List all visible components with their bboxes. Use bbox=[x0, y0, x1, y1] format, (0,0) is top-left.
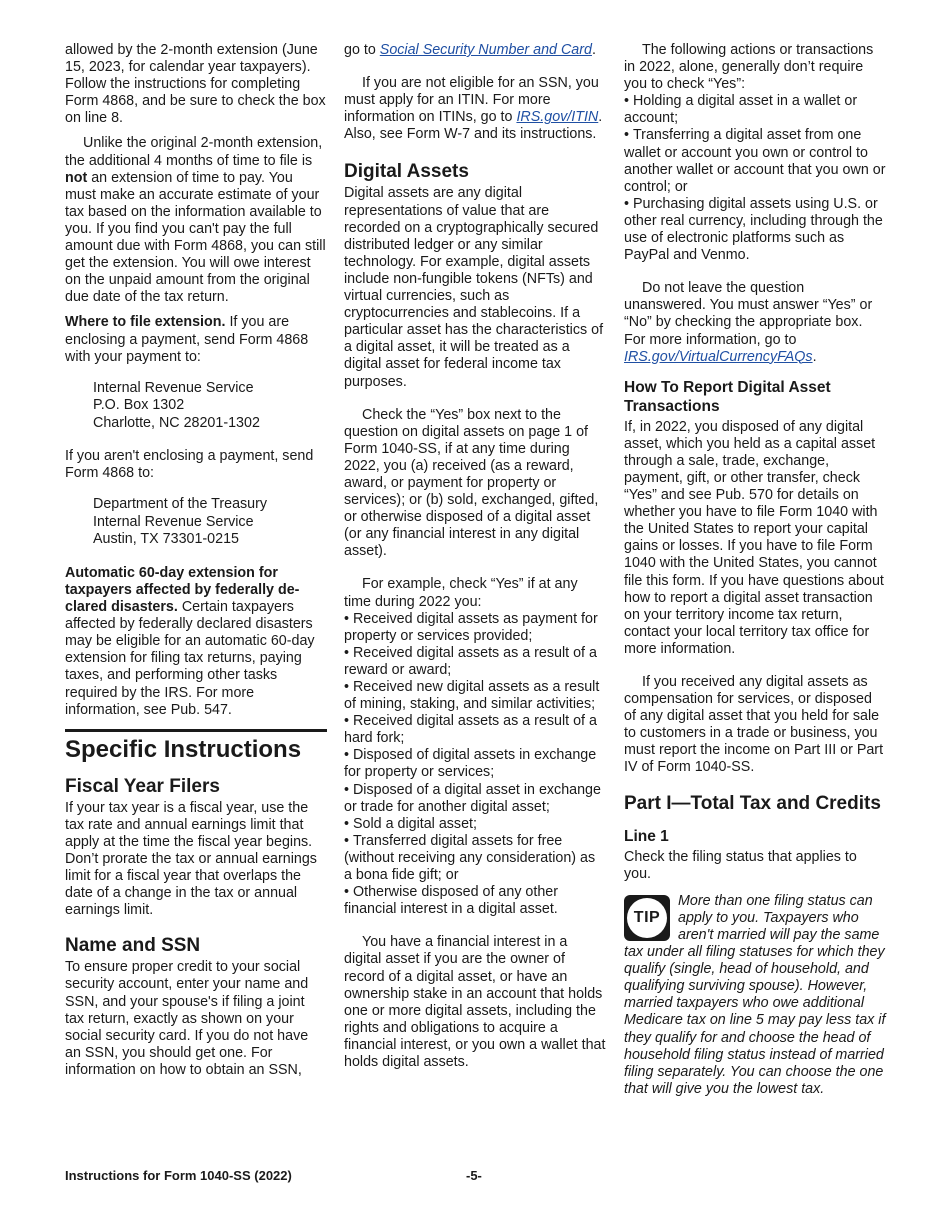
link-virtual-currency-faqs[interactable]: IRS.gov/VirtualCurrencyFAQs bbox=[624, 348, 813, 365]
paragraph-disaster-extension: Automatic 60-day extension for taxpayers affected by federally declared disasters. Certain taxpayers affected by federally declared disasters may be eligible for an automatic 60-day extension for filing tax returns, paying taxes, and performing other tasks required by the IRS. For more information, see Pub. 547. bbox=[65, 564, 315, 718]
list-item: • Received new digital assets as a result of mining, staking, and similar activities; bbox=[344, 679, 606, 713]
list-item: • Disposed of a digital asset in exchange or trade for another digital asset; bbox=[344, 782, 606, 816]
list-item: • Received digital assets as a result of a reward or award; bbox=[344, 645, 606, 679]
paragraph-do-not-leave: Do not leave the question unanswered. You must answer “Yes” or “No” by checking the appropriate box. For more information, go to IRS.gov/VirtualCurrencyFAQs. bbox=[624, 280, 873, 365]
list-item: • Otherwise disposed of any other financial interest in a digital asset. bbox=[344, 884, 606, 918]
paragraph-compensation: If you received any digital assets as compensation for services, or disposed of any digital asset that you held for sale to customers in a trade or business, you must report the income on Part III or Part IV of Form 1040-SS. bbox=[624, 674, 884, 776]
list-item: • Holding a digital asset in a wallet or account; bbox=[624, 93, 886, 127]
run-in-heading: Where to file extension. bbox=[65, 314, 226, 331]
bullet-list-yes-examples bbox=[344, 611, 606, 919]
list-item: • Received digital assets as payment for property or services provided; bbox=[344, 611, 606, 645]
paragraph-digital-definition: Digital assets are any digital representations of value that are recorded on a cryptographically secured distributed ledger or any similar technology. For example, digital assets include non-fungible tokens (NFTs) and virtual currencies, such as cryptocurrencies and stablecoins. If a particular asset has the characteristics of a digital asset, it will be treated as a digital asset for federal income tax purposes. bbox=[344, 185, 604, 390]
paragraph-fiscal-year: If your tax year is a fiscal year, use the tax rate and annual earnings limit that apply at the time the fiscal year begins. Don’t prorate the tax or annual earnings limit for a fiscal year that overlaps the date of a change in the tax or annual earnings limit. bbox=[65, 799, 317, 919]
heading-digital-assets: Digital Assets bbox=[344, 161, 469, 183]
run-in-heading: Automatic 60-day extension for taxpayers affected by federally declared disasters. bbox=[65, 564, 300, 616]
list-item: • Received digital assets as a result of a hard fork; bbox=[344, 713, 606, 747]
list-item: • Purchasing digital assets using U.S. or other real currency, including through the use of electronic platforms such as PayPal and Venmo. bbox=[624, 196, 886, 264]
paragraph-financial-interest: You have a financial interest in a digital asset if you are the owner of record of a digital asset, or have an ownership stake in an account that holds one or more digital assets, including the rights and obligations to acquire a financial interest, or you own a wallet that holds digital assets. bbox=[344, 934, 606, 1070]
paragraph-extension-time: Unlike the original 2-month extension, the additional 4 months of time to file is not an extension of time to pay. You must make an accurate estimate of your tax based on the information available to you. If you find you can't pay the full amount due with Form 4868, you can still get the extension. You will owe interest on the unpaid amount from the original due date of the tax return. bbox=[65, 135, 326, 306]
link-irs-itin[interactable]: IRS.gov/ITIN bbox=[516, 109, 599, 126]
paragraph-ssn-link: go to Social Security Number and Card. bbox=[344, 42, 596, 58]
paragraph-digital-example: For example, check “Yes” if at any time during 2022 you: bbox=[344, 576, 578, 610]
tip-icon: TIP bbox=[624, 895, 670, 941]
paragraph-where-to-file: Where to file extension. If you are enclosing a payment, send Form 4868 with your payment to: bbox=[65, 314, 309, 365]
paragraph-how-to-report: If, in 2022, you disposed of any digital asset, which you held as a capital asset through a sale, trade, exchange, payment, gift, or other transfer, check “Yes” and see Pub. 570 for details on whether you have to file Form 1040 with the United States to report your capital gains or losses. If you have to file Form 1040 with the United States, you cannot file this form. If you have questions about how to report a digital asset transaction on your territory income tax return, contact your local territory tax office for more information. bbox=[624, 418, 884, 657]
paragraph-extension-continued: allowed by the 2-month extension (June 15, 2023, for calendar year taxpayers). Follow the instructions for completing Form 4868, and be sure to check the box on line 8. bbox=[65, 42, 326, 127]
list-item: • Transferred digital assets for free (without receiving any consideration) as a bona fide gift; or bbox=[344, 833, 606, 884]
column-middle bbox=[344, 42, 606, 1071]
column-right bbox=[624, 42, 886, 1098]
page-number: -5- bbox=[466, 1168, 482, 1183]
paragraph-line-1: Check the filing status that applies to you. bbox=[624, 848, 857, 882]
paragraph-name-ssn: To ensure proper credit to your social security account, enter your name and SSN, and your spouse's if filing a joint tax return, exactly as shown on your social security card. If you do not have an SSN, you should get one. For information on how to obtain an SSN, bbox=[65, 959, 309, 1078]
heading-part-i: Part I—Total Tax and Credits bbox=[624, 792, 881, 814]
bullet-list-no-examples bbox=[624, 93, 886, 264]
address-block-payment: Internal Revenue Service P.O. Box 1302 Charlotte, NC 28201-1302 bbox=[93, 379, 260, 431]
column-left bbox=[65, 42, 327, 1079]
heading-specific-instructions: Specific Instructions bbox=[65, 729, 327, 764]
heading-name-and-ssn: Name and SSN bbox=[65, 935, 201, 957]
heading-how-to-report: How To Report Digital Asset Transactions bbox=[624, 378, 831, 415]
heading-line-1: Line 1 bbox=[624, 827, 669, 845]
paragraph-no-yes-actions: The following actions or transactions in 2022, alone, generally don’t require you to check “Yes”: bbox=[624, 42, 874, 93]
paragraph-digital-yes-box: Check the “Yes” box next to the question on digital assets on page 1 of Form 1040-SS, if at any time during 2022, you (a) received (as a reward, award, or payment for property or services); or (b) sold, exchanged, gifted, or otherwise disposed of a digital asset (or any financial interest in any digital asset). bbox=[344, 406, 599, 560]
list-item: • Transferring a digital asset from one wallet or account you own or control to another wallet or account that you own or control; or bbox=[624, 127, 886, 195]
paragraph-itin: If you are not eligible for an SSN, you must apply for an ITIN. For more information on ITINs, go to IRS.gov/ITIN. Also, see Form W-7 and its instructions. bbox=[344, 75, 603, 143]
list-item: • Sold a digital asset; bbox=[344, 816, 606, 833]
list-item: • Disposed of digital assets in exchange for property or services; bbox=[344, 747, 606, 781]
paragraph-no-payment: If you aren't enclosing a payment, send Form 4868 to: bbox=[65, 448, 314, 482]
tip-text: More than one filing status can apply to you. Taxpayers who aren't married will pay the same tax under all filing statuses for which they qualify (single, head of household, and qualifying surviving spouse). However, married taxpayers who owe additional Medicare tax on line 5 may pay less tax if they qualify for and choose the head of household filing status instead of married filing separately. You can choose the one that will give you the lowest tax. bbox=[624, 892, 886, 1097]
link-ssn-card[interactable]: Social Security Number and Card bbox=[379, 42, 592, 58]
tip-box bbox=[624, 893, 886, 1098]
heading-fiscal-year-filers: Fiscal Year Filers bbox=[65, 775, 220, 797]
address-block-no-payment: Department of the Treasury Internal Revenue Service Austin, TX 73301-0215 bbox=[93, 496, 268, 548]
footer-form-title: Instructions for Form 1040-SS (2022) bbox=[65, 1168, 292, 1183]
